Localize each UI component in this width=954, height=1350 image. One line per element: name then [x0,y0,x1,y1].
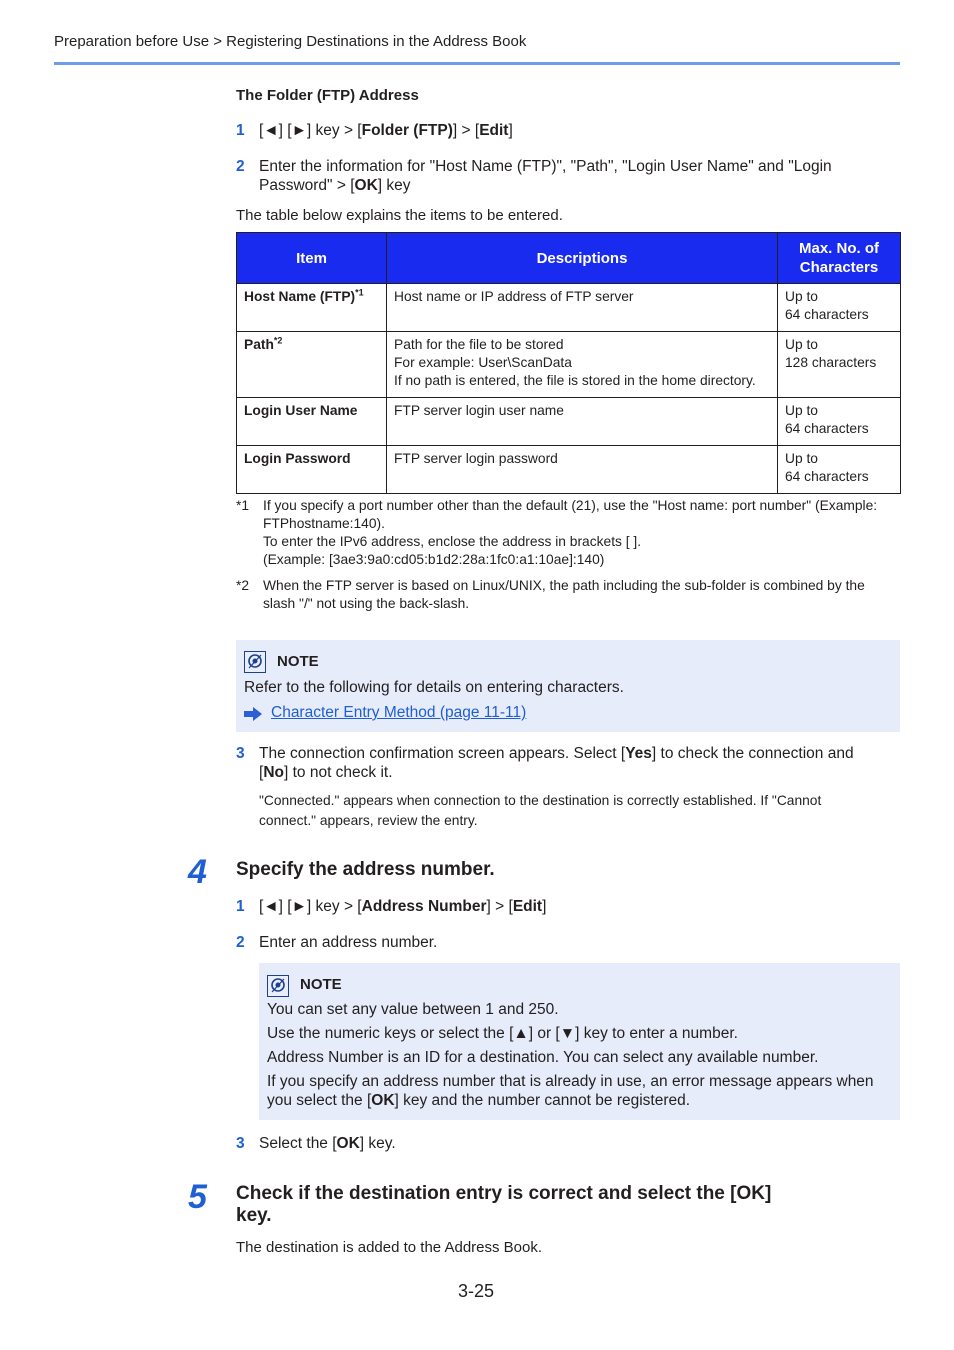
key-label: OK [354,177,378,194]
note-text: Use the numeric keys or select the [▲] or [▼] key to enter a number. [267,1025,738,1042]
ftp-items-table [236,232,901,494]
max-cell: Up to 128 characters [778,332,901,398]
column-header-item: Item [237,233,387,284]
step-text: ] > [ [452,122,480,139]
step-text: [◄] [►] key > [ [259,122,362,139]
max-cell: Up to 64 characters [778,284,901,332]
item-cell: Host Name (FTP)$^{*1}$ [237,284,387,332]
note-text: You can set any value between 1 and 250. [267,1001,559,1018]
table-row [237,332,901,398]
step-3-select-ok: 3 Select the [OK] key. [236,1135,396,1152]
step-3-confirmation: 3 The connection confirmation screen appears. Select [Yes] to check the connection and [No] to not check it. [236,745,854,781]
page-number: 3-25 [458,1281,495,1301]
table-row [237,398,901,446]
description-cell: FTP server login user name [387,398,778,446]
step-number: 3 [236,745,245,762]
section-number-4: 4 [188,853,207,891]
step-number: 1 [236,122,245,139]
step-number: 2 [236,934,245,951]
step-text: Password" > [ [259,177,355,194]
step-2-enter-info [236,157,832,195]
note-box [236,640,900,732]
step-number: 1 [236,898,245,915]
note-text: Address Number is an ID for a destination. You can select any available number. [267,1049,819,1066]
section-number-5: 5 [188,1178,207,1216]
note-text: If you specify an address number that is already in use, an error message appears when you select the [OK] key and the number cannot be registered. [267,1073,874,1109]
header-divider [54,62,900,65]
step-number: 2 [236,158,245,175]
note-label: NOTE [300,976,342,993]
footnote-2: *2 When the FTP server is based on Linux/UNIX, the path including the sub-folder is combined by the slash "/" not using the back-slash. [236,578,865,611]
item-cell: Login Password [237,446,387,494]
step-text: ] [508,122,513,139]
max-cell: Up to 64 characters [778,446,901,494]
step-2-enter-number [236,933,437,952]
item-cell: Path$^{*2}$ [237,332,387,398]
step-1-address-number: 1 [◄] [►] key > [Address Number] > [Edit] [236,898,547,915]
footnote-mark: *1 [236,498,250,513]
section-heading-5: Check if the destination entry is correct and select the [OK] key. [236,1183,772,1226]
step-text: ] key [377,177,411,194]
step-number: 3 [236,1135,245,1152]
breadcrumb: Preparation before Use > Registering Destinations in the Address Book [54,33,527,50]
arrow-right-icon [244,707,262,721]
note-icon [244,651,266,673]
footnote-mark: *2 [236,578,250,593]
note-text: Refer to the following for details on entering characters. [244,679,624,696]
step-1-folder [236,121,513,140]
footnote-1: *1 If you specify a port number other than the default (21), use the "Host name: port number" (Example: FTPhostname:140). To enter the IPv6 address, enclose the address in brackets [ ]. (Example: [3ae3:9a0:cd05:b1d2:28a:1fc0:a1:10ae]:140) [236,498,878,567]
description-cell: Host name or IP address of FTP server [387,284,778,332]
step-text: Enter the information for "Host Name (FTP)", "Path", "Login User Name" and "Login [259,158,832,175]
note-label: NOTE [277,653,319,670]
step-text: Enter an address number. [259,934,438,951]
table-row [237,284,901,332]
item-cell: Login User Name [237,398,387,446]
character-entry-link[interactable]: Character Entry Method (page 11-11) [271,704,527,721]
description-cell: FTP server login password [387,446,778,494]
section-5-text: The destination is added to the Address Book. [236,1239,543,1256]
section-title: The Folder (FTP) Address [236,87,419,104]
section-heading-4: Specify the address number. [236,859,495,880]
key-label: Edit [479,122,509,139]
note-box-address [259,963,900,1120]
column-header-max-chars: Max. No. of Characters [778,233,901,284]
table-row [237,446,901,494]
note-icon [267,975,289,997]
key-label: Folder (FTP) [361,122,453,139]
column-header-descriptions: Descriptions [387,233,778,284]
description-cell: Path for the file to be stored For example: User\ScanData If no path is entered, the file is stored in the home directory. [387,332,778,398]
max-cell: Up to 64 characters [778,398,901,446]
table-intro: The table below explains the items to be entered. [236,207,563,224]
step-3-detail: "Connected." appears when connection to the destination is correctly established. If "Cannot connect." appears, review the entry. [259,793,822,828]
